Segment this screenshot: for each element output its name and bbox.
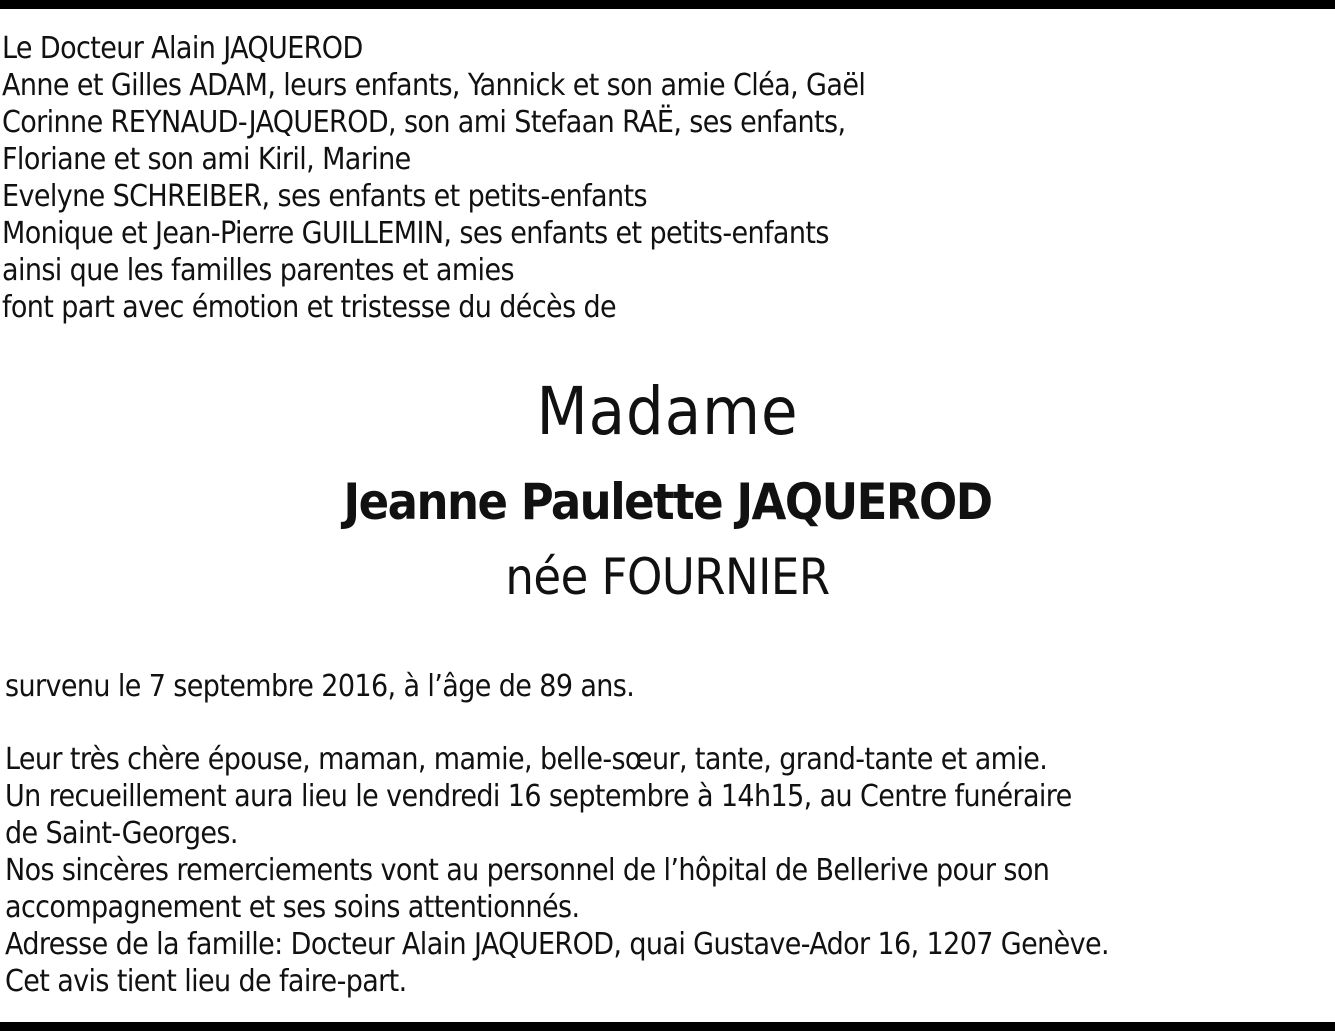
deceased-title: Madame: [536, 373, 799, 450]
body-line: accompagnement et ses soins attentionnés.: [5, 890, 580, 925]
body-line: Nos sincères remerciements vont au personnel de l’hôpital de Bellerive pour son: [5, 853, 1050, 888]
body-line: Adresse de la famille: Docteur Alain JAQUEROD, quai Gustave-Ador 16, 1207 Genève.: [5, 927, 1109, 962]
death-date-line: survenu le 7 septembre 2016, à l’âge de 89 ans.: [5, 669, 635, 704]
announcer-line: Anne et Gilles ADAM, leurs enfants, Yannick et son amie Cléa, Gaël: [2, 68, 866, 103]
announcer-line: Le Docteur Alain JAQUEROD: [2, 31, 363, 66]
announcer-line: Evelyne SCHREIBER, ses enfants et petits-enfants: [2, 179, 647, 214]
body-line: Leur très chère épouse, maman, mamie, belle-sœur, tante, grand-tante et amie.: [5, 742, 1048, 777]
announcers-list: [2, 30, 1302, 326]
deceased-full-name: Jeanne Paulette JAQUEROD: [343, 473, 992, 531]
announcer-line: Corinne REYNAUD-JAQUEROD, son ami Stefaan RAË, ses enfants,: [2, 105, 846, 140]
announcer-line: Monique et Jean-Pierre GUILLEMIN, ses enfants et petits-enfants: [2, 216, 829, 251]
announcer-line: ainsi que les familles parentes et amies: [2, 253, 514, 288]
announcer-line: font part avec émotion et tristesse du décès de: [2, 290, 617, 325]
body-line: de Saint-Georges.: [5, 816, 238, 851]
deceased-maiden-name: née FOURNIER: [505, 548, 830, 606]
body-line: Cet avis tient lieu de faire-part.: [5, 964, 407, 999]
body-line: Un recueillement aura lieu le vendredi 16 septembre à 14h15, au Centre funéraire: [5, 779, 1072, 814]
notice-body: [5, 741, 1305, 1000]
top-border-rule: [0, 0, 1335, 9]
bottom-border-rule: [0, 1022, 1335, 1031]
announcer-line: Floriane et son ami Kiril, Marine: [2, 142, 411, 177]
